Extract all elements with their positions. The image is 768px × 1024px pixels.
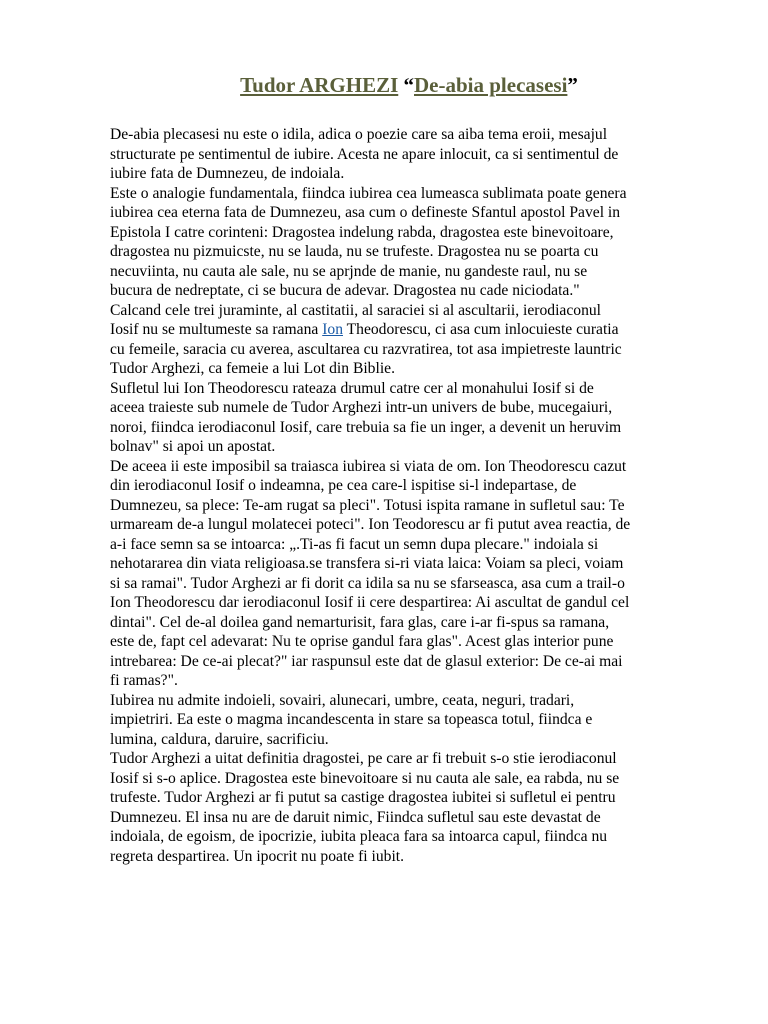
- text-line: din ierodiaconul Iosif o indeamna, pe cea care-l ispitise si-l indepartase, de: [110, 477, 577, 494]
- paragraph-1: [110, 125, 722, 184]
- text-segment: Theodorescu, ci asa cum inlocuieste curatia: [343, 321, 619, 338]
- text-line: nehotararea din viata religioasa.se transfera si-ri viata laica: Voiam sa pleci, voiam: [110, 555, 624, 572]
- title-close-quote: ”: [567, 73, 578, 97]
- text-line: noroi, fiindca ierodiaconul Iosif, care trebuia sa fie un inger, a devenit un heruvim: [110, 418, 622, 436]
- text-line: Dumnezeu, sa plece: Te-am rugat sa pleci". Totusi ispita ramane in sufletul sau: Te: [110, 496, 625, 514]
- text-line: si sa ramai". Tudor Arghezi ar fi dorit ca idila sa nu se sfarseasca, asa cum a trail-o: [110, 574, 625, 592]
- text-line: aceea traieste sub numele de Tudor Arghezi intr-un univers de bube, mucegaiuri,: [110, 399, 613, 416]
- text-line: structurate pe sentimentul de iubire. Acesta ne apare inlocuit, ca si sentimentul de: [110, 145, 619, 163]
- text-line: dragostea nu pizmuicste, nu se lauda, nu se trufeste. Dragostea nu se poarta cu: [110, 243, 599, 260]
- text-line: Iubirea nu admite indoieli, sovairi, alunecari, umbre, ceata, neguri, tradari,: [110, 691, 575, 709]
- text-line: necuviinta, nu cauta ale sale, nu se aprjnde de manie, nu gandeste raul, nu se: [110, 262, 588, 280]
- title-open-quote: “: [398, 73, 414, 97]
- text-line: regreta despartirea. Un ipocrit nu poate fi iubit.: [110, 847, 405, 865]
- text-line: este de, fapt cel adevarat: Nu te oprise gandul fara glas". Acest glas interior pune: [110, 633, 614, 650]
- paragraph-3: [110, 301, 722, 379]
- paragraph-5: [110, 457, 722, 691]
- paragraph-6: [110, 691, 722, 750]
- text-line: Epistola I catre corinteni: Dragostea indelung rabda, dragostea este binevoitoare,: [110, 223, 614, 241]
- text-line: indoiala, de egoism, de ipocrizie, iubita pleaca fara sa intoarca capul, fiindca nu: [110, 828, 608, 845]
- work-title-link[interactable]: De-abia plecasesi: [414, 73, 568, 97]
- ion-link[interactable]: Ion: [322, 321, 343, 338]
- paragraph-7: [110, 749, 722, 866]
- text-line: Sufletul lui Ion Theodorescu rateaza drumul catre cer al monahului Iosif si de: [110, 379, 594, 397]
- text-line: a-i face semn sa se intoarca: „.Ti-as fi facut un semn dupa plecare." indoiala si: [110, 535, 599, 553]
- paragraph-2: [110, 184, 722, 301]
- text-line: bucura de nedreptate, ci se bucura de adevar. Dragostea nu cade niciodata.": [110, 282, 580, 299]
- text-line: Ion Theodorescu dar ierodiaconul Iosif ii cere despartirea: Ai ascultat de gandul cel: [110, 594, 630, 611]
- text-line: urmaream de-a lungul molatecei poteci". Ion Teodorescu ar fi putut avea reactia, de: [110, 516, 631, 533]
- paragraph-4: [110, 379, 722, 457]
- article-body: [110, 125, 722, 866]
- text-line: Tudor Arghezi, ca femeie a lui Lot din Biblie.: [110, 360, 395, 377]
- text-line: Este o analogie fundamentala, fiindca iubirea cea lumeasca sublimata poate genera: [110, 184, 627, 202]
- author-link[interactable]: Tudor ARGHEZI: [240, 73, 399, 97]
- text-line: De aceea ii este imposibil sa traiasca iubirea si viata de om. Ion Theodorescu cazut: [110, 457, 627, 475]
- text-line: Dumnezeu. El insa nu are de daruit nimic, Fiindca sufletul sau este devastat de: [110, 808, 601, 826]
- text-line: [110, 320, 722, 340]
- text-line: Tudor Arghezi a uitat definitia dragostei, pe care ar fi trebuit s-o stie ierodiaconul: [110, 750, 617, 767]
- text-line: trufeste. Tudor Arghezi ar fi putut sa castige dragostea iubitei si sufletul ei pentru: [110, 789, 616, 806]
- text-segment: Iosif nu se multumeste sa ramana: [110, 321, 323, 338]
- text-line: Calcand cele trei juraminte, al castitatii, al saraciei si al ascultarii, ierodiaconul: [110, 301, 601, 319]
- text-line: bolnav" si apoi un apostat.: [110, 438, 276, 455]
- text-line: impietriri. Ea este o magma incandescenta in stare sa topeasca totul, fiindca e: [110, 711, 593, 728]
- text-line: Iosif si s-o aplice. Dragostea este binevoitoare si nu cauta ale sale, ea rabda, nu se: [110, 769, 620, 787]
- text-line: cu femeile, saracia cu averea, ascultarea cu razvratirea, tot asa impietreste launtric: [110, 340, 622, 358]
- text-line: De-abia plecasesi nu este o idila, adica o poezie care sa aiba tema eroii, mesajul: [110, 126, 608, 143]
- text-line: lumina, caldura, daruire, sacrificiu.: [110, 730, 329, 748]
- text-line: dintai". Cel de-al doilea gand nemarturisit, fara glas, care i-ar fi-spus sa ramana,: [110, 613, 610, 631]
- page-title: [0, 70, 768, 100]
- text-line: intrebarea: De ce-ai plecat?" iar raspunsul este dat de glasul exterior: De ce-ai mai: [110, 652, 623, 670]
- text-line: fi ramas?".: [110, 672, 178, 689]
- text-line: iubire fata de Dumnezeu, de indoiala.: [110, 165, 345, 182]
- text-line: iubirea cea eterna fata de Dumnezeu, asa cum o defineste Sfantul apostol Pavel in: [110, 204, 621, 221]
